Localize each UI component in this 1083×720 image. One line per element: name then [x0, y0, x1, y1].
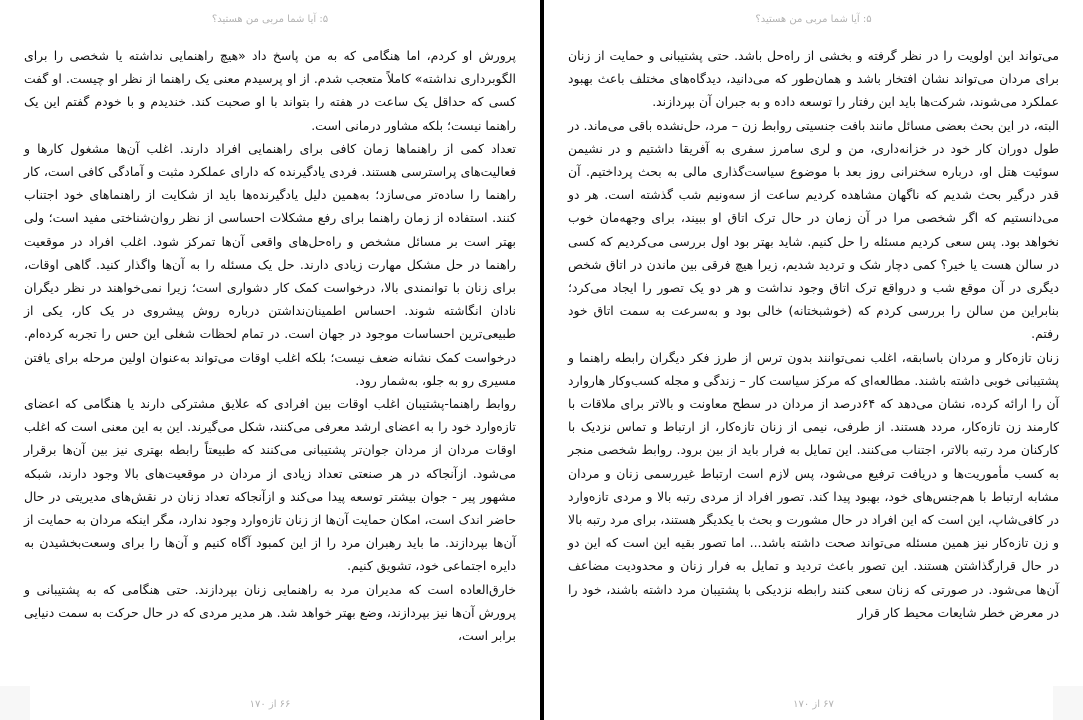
right-paragraph-1: می‌تواند این اولویت را در نظر گرفته و بخشی از راه‌حل باشد. حتی پشتیبانی و حمایت از زنان برای مردان می‌تواند نشان افتخار باشد و همان‌طور که می‌دانید، دیدگاه‌های مختلف باعث بهبود عملکرد می‌شوند، شرکت‌ها باید این رفتار را توسعه داده و به جبران آن بپردازند.: [568, 48, 1059, 110]
right-body-text: [568, 44, 1059, 624]
left-paragraph-3: روابط راهنما-پشتیبان اغلب اوقات بین افرادی که علایق مشترکی دارند یا هنگامی که اعضای تازه‌وارد خود را به اعضای ارشد معرفی می‌کنند، شکل می‌گیرند. این به این معنی است که اغلب اوقات مردان از مردان جوان‌تر پشتیبانی می‌کنند که طبیعتاً رابطه بهتری نیز بین آن‌ها برقرار می‌شود. ازآنجاکه در هر صنعتی تعداد زیادی از مردان در موقعیت‌های بالا وجود دارند، شبکه مشهور پیر - جوان بیشتر توسعه پیدا می‌کند و ازآنجاکه تعداد زنان در نقش‌های مدیریتی در حال حاضر اندک است، امکان حمایت آن‌ها از زنان تازه‌وارد وجود ندارد، مگر اینکه مردان به حمایت از آن‌ها بپردازند. ما باید رهبران مرد را از این کمبود آگاه کنیم و آن‌ها را برای وسعت‌بخشیدن به دایره اجتماعی خود، تشویق کنیم.: [24, 396, 516, 574]
left-page-number: ۶۶ از ۱۷۰: [249, 699, 291, 710]
right-paragraph-2: البته، در این بحث بعضی مسائل مانند بافت جنسیتی روابط زن – مرد، حل‌نشده باقی می‌ماند. در طول دوران کار خود در خزانه‌داری، من و لری سامرز سفری به آفریقا داشتیم و در نشیمن سوئیت هتل او، درباره سخنرانی روز بعد با موضوع سیاست‌گذاری مالی به بحث پرداختیم. آن قدر درگیر بحث شدیم که ناگهان مشاهده کردیم ساعت از سه‌ونیم شب گذشته است. هر دو می‌دانستیم که اگر شخصی مرا در آن زمان در حال ترک اتاق او ببیند، برای وجهه‌مان خوب نخواهد بود. پس سعی کردیم مسئله را حل کنیم. شاید بهتر بود اول بررسی می‌کردیم که کسی در سالن هست یا خیر؟ کمی دچار شک و تردید شدیم، زیرا هیچ فرقی بین ماندن در اتاق شخص دیگری در آن موقع شب و درواقع ترک اتاق وجود نداشت و هر دو یک تصور را ایجاد می‌کرد؛ بنابراین من سالن را بررسی کردم که (خوشبختانه) خالی بود و به‌سرعت به سمت اتاق خود رفتم.: [568, 117, 1059, 342]
left-paragraph-1: پرورش او کردم، اما هنگامی که به من پاسخ داد «هیچ راهنمایی نداشته یا شخصی را برای الگوبرداری نداشته» کاملاً متعجب شدم. از او پرسیدم معنی یک راهنما از نظر او چیست. او گفت کسی که حداقل یک ساعت در هفته را بتواند با او صحبت کند. خندیدم و با خودم گفتم این یک راهنما نیست؛ بلکه مشاور درمانی است.: [24, 48, 516, 133]
right-page-number: ۶۷ از ۱۷۰: [793, 699, 834, 710]
right-page: [544, 0, 1083, 720]
left-page: [0, 0, 540, 720]
left-running-header: ۵: آیا شما مربی من هستید؟: [211, 14, 329, 25]
left-paragraph-2: تعداد کمی از راهنماها زمان کافی برای راهنمایی افراد دارند. اغلب آن‌ها مشغول کارها و فعالیت‌های پراسترسی هستند. فردی یادگیرنده که دارای عملکرد مثبت و آمادگی کافی است، کار راهنما را ساده‌تر می‌سازد؛ به‌همین دلیل یادگیرنده‌ها باید از شکایت از راهنماهای خود اجتناب کنند. استفاده از زمان راهنما برای رفع مشکلات احساسی از نظر روان‌شناختی مفید است؛ ولی بهتر است بر مسائل مشخص و راه‌حل‌های واقعی آن‌ها تمرکز شود. اغلب افراد در موقعیت راهنما در حل مشکل مهارت زیادی دارند. حل یک مسئله را به آن‌ها واگذار کنید. گاهی اوقات، برای زنان با توانمندی بالا، درخواست کمک کار دشواری است؛ زیرا نمی‌خواهند در نظر دیگران نادان انگاشته شوند. احساس اطمینان‌نداشتن درباره روش پیشروی در یک کار، یکی از طبیعی‌ترین احساسات موجود در جهان است. در تمام لحظات شغلی این حس را تجربه کرده‌ام. درخواست کمک نشانه ضعف نیست؛ بلکه اغلب اوقات می‌تواند به‌عنوان اولین مرحله برای یافتن مسیری رو به جلو، به‌شمار رود.: [24, 140, 516, 388]
left-paragraph-4: خارق‌العاده است که مدیران مرد به راهنمایی زنان بپردازند. حتی هنگامی که به پشتیبانی و پرورش آن‌ها نیز بپردازند، وضع بهتر خواهد شد. هر مدیر مردی که در حال حرکت به سمت دنیایی برابر است،: [24, 581, 516, 644]
left-body-text: [24, 44, 516, 647]
right-running-header: ۵: آیا شما مربی من هستید؟: [755, 14, 872, 25]
right-paragraph-3: زنان تازه‌کار و مردان باسابقه، اغلب نمی‌توانند بدون ترس از طرز فکر دیگران رابطه راهنما و پشتیبانی خوبی داشته باشند. مطالعه‌ای که مرکز سیاست کار – زندگی و مجله کسب‌وکار هاروارد آن را ارائه کرده، نشان می‌دهد که ۶۴درصد از مردان در سطح معاونت و بالاتر برای ملاقات با کارمند زن تازه‌کار، مردد هستند. از طرفی، نیمی از زنان تازه‌کار، از ارتباط و تماس نزدیک با کارکنان مرد رتبه بالاتر، اجتناب می‌کنند. این تمایل به فرار باید از بین برود. روابط شخصی منجر به کسب مأموریت‌ها و دریافت ترفیع می‌شود، پس لازم است ارتباط غیررسمی زنان و مردان مشابه ارتباط با هم‌جنس‌های خود، بهبود پیدا کند. تصور افراد از مردی رتبه بالا و مردی تازه‌وارد در کافی‌شاپ، این است که این افراد در حال مشورت و بحث با یکدیگر هستند، برای مرد رتبه بالا و زن تازه‌کار نیز همین مسئله می‌تواند صحت داشته باشد... اما تصور بقیه این است که این دو در حال قرارگذاشتن هستند. این تصور باعث تردید و تمایل به فرار زنان و محدودیت مضاعف آن‌ها می‌شود. در صورتی که زنان سعی کنند رابطه نزدیکی با پشتیبان مرد داشته باشند، خود را در معرض خطر شایعات محیط کار قرار: [568, 349, 1059, 620]
